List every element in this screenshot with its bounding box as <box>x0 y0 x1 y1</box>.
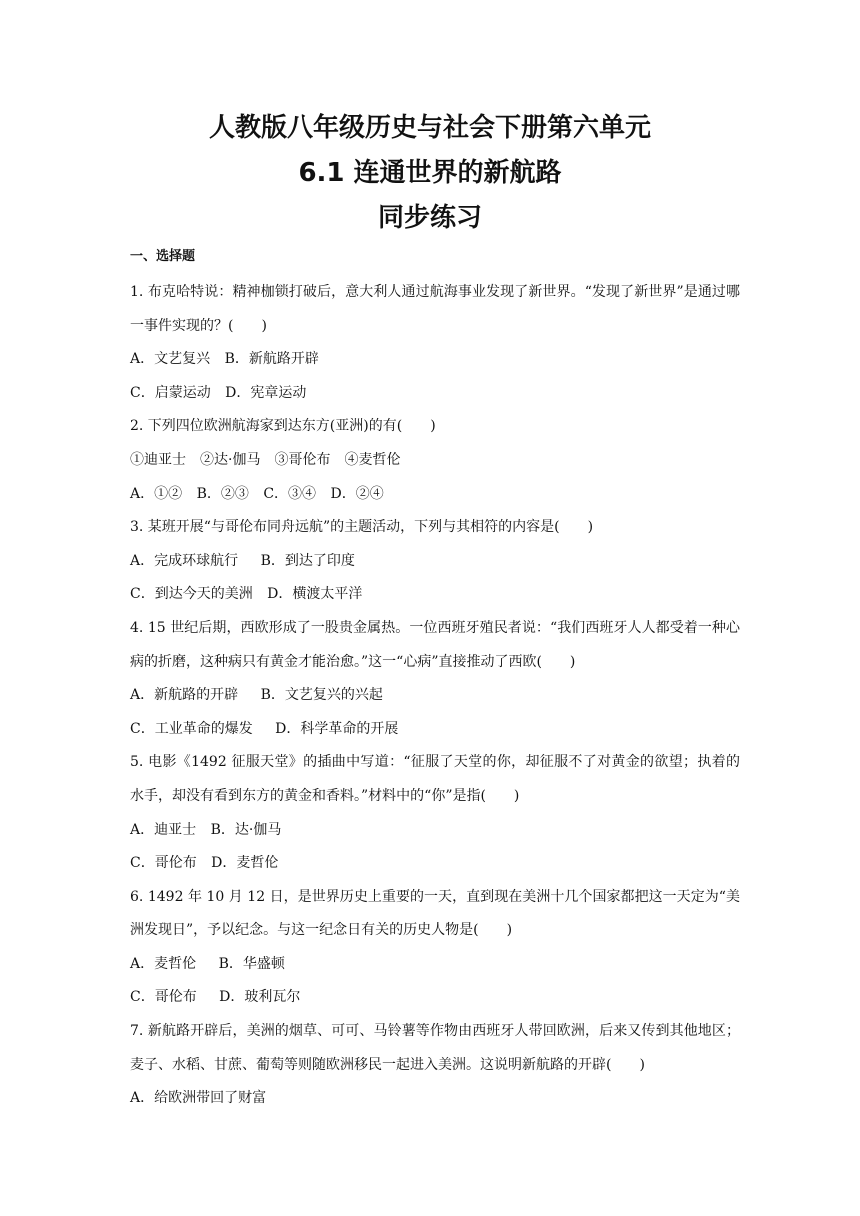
question-5-option-a: A．迪亚士 <box>130 821 197 838</box>
question-5-options-row-2 <box>130 847 740 881</box>
document-title-line-2: 6.1 连通世界的新航路 <box>298 158 562 188</box>
question-2-stem: 2. 下列四位欧洲航海家到达东方(亚洲)的有( ) <box>130 418 436 435</box>
question-4-option-c: C．工业革命的爆发 <box>130 720 253 737</box>
question-5-option-d: D．麦哲伦 <box>211 855 279 872</box>
question-2-options-row-1 <box>130 478 740 512</box>
question-7-option-a: A．给欧洲带回了财富 <box>130 1090 267 1107</box>
question-4-options-row-1 <box>130 679 740 713</box>
question-1 <box>130 276 740 410</box>
question-4-option-d: D．科学革命的开展 <box>275 720 399 737</box>
question-5 <box>130 746 740 880</box>
question-6-stem: 6. 1492 年 10 月 12 日，是世界历史上重要的一天，直到现在美洲十几个国家都把这一天定为“美洲发现日”，予以纪念。与这一纪念日有关的历史人物是( ) <box>130 888 740 939</box>
question-3-options-row-1 <box>130 545 740 579</box>
question-7-options-row-1 <box>130 1082 740 1116</box>
question-3-stem: 3. 某班开展“与哥伦布同舟远航”的主题活动，下列与其相符的内容是( ) <box>130 519 594 536</box>
question-2-option-a: A．①② <box>130 485 183 502</box>
question-2 <box>130 410 740 511</box>
question-6-options-row-2 <box>130 981 740 1015</box>
question-2-option-c: C．③④ <box>263 485 317 502</box>
question-3-option-a: A．完成环球航行 <box>130 552 239 569</box>
question-4-option-a: A．新航路的开辟 <box>130 687 239 704</box>
question-2-numbered-items: ①迪亚士 ②达·伽马 ③哥伦布 ④麦哲伦 <box>130 451 401 468</box>
question-1-option-c: C．启蒙运动 <box>130 384 211 401</box>
document-title-line-3: 同步练习 <box>377 203 482 233</box>
question-6-option-b: B．华盛顿 <box>218 955 285 972</box>
question-1-options-row-2 <box>130 377 740 411</box>
question-3-options-row-2 <box>130 578 740 612</box>
question-1-options-row-1 <box>130 343 740 377</box>
question-6-option-a: A．麦哲伦 <box>130 955 197 972</box>
question-6-option-c: C．哥伦布 <box>130 989 197 1006</box>
question-1-option-b: B．新航路开辟 <box>224 351 319 368</box>
question-3-option-b: B．到达了印度 <box>260 552 355 569</box>
question-3-option-c: C．到达今天的美洲 <box>130 586 253 603</box>
question-5-option-c: C．哥伦布 <box>130 855 197 872</box>
question-5-options-row-1 <box>130 814 740 848</box>
document-body <box>130 244 740 1116</box>
question-7 <box>130 1015 740 1116</box>
question-3-option-d: D．横渡太平洋 <box>267 586 363 603</box>
section-heading: 一、选择题 <box>130 249 196 264</box>
question-2-option-d: D．②④ <box>330 485 384 502</box>
question-1-option-d: D．宪章运动 <box>225 384 307 401</box>
question-6 <box>130 881 740 1015</box>
question-1-option-a: A．文艺复兴 <box>130 351 211 368</box>
question-7-stem: 7. 新航路开辟后，美洲的烟草、可可、马铃薯等作物由西班牙人带回欧洲，后来又传到其他地区；麦子、水稻、甘蔗、葡萄等则随欧洲移民一起进入美洲。这说明新航路的开辟( ) <box>130 1023 740 1073</box>
question-4-options-row-2 <box>130 713 740 747</box>
question-3 <box>130 511 740 612</box>
question-5-stem: 5. 电影《1492 征服天堂》的插曲中写道：“征服了天堂的你，却征服不了对黄金的欲望；执着的水手，却没有看到东方的黄金和香料。”材料中的“你”是指( ) <box>130 754 740 804</box>
question-5-option-b: B．达·伽马 <box>210 821 282 838</box>
document-title-line-1: 人教版八年级历史与社会下册第六单元 <box>208 113 651 143</box>
question-4-stem: 4. 15 世纪后期，西欧形成了一股贵金属热。一位西班牙殖民者说：“我们西班牙人人都受着一种心病的折磨，这种病只有黄金才能治愈。”这一“心病”直接推动了西欧( ) <box>130 619 740 670</box>
question-4-option-b: B．文艺复兴的兴起 <box>260 687 383 704</box>
question-2-option-b: B．②③ <box>196 485 249 502</box>
question-6-options-row-1 <box>130 948 740 982</box>
question-1-stem: 1. 布克哈特说：精神枷锁打破后，意大利人通过航海事业发现了新世界。“发现了新世界”是通过哪一事件实现的？( ) <box>130 284 740 334</box>
question-6-option-d: D．玻利瓦尔 <box>219 989 301 1006</box>
question-4 <box>130 612 740 746</box>
